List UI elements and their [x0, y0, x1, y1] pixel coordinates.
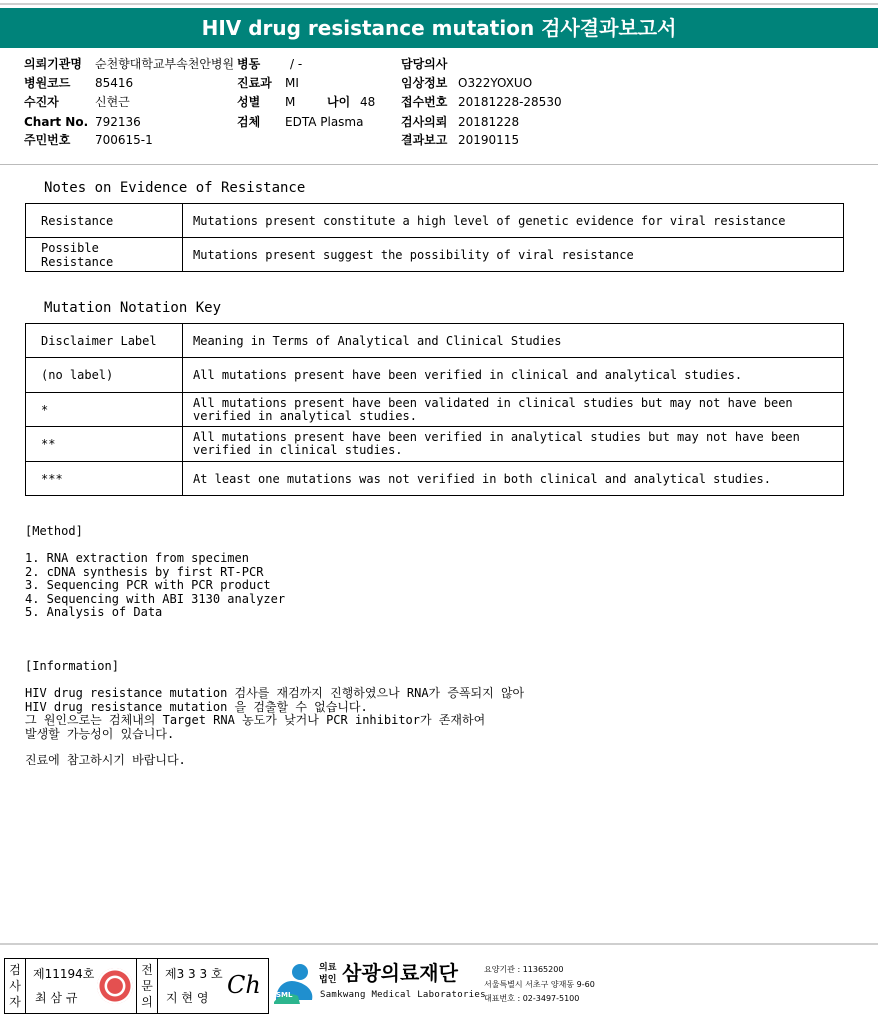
- hospital-code-label: 병원코드: [24, 76, 71, 90]
- method-step: 3. Sequencing PCR with PCR product: [25, 578, 271, 592]
- hospital-code-value: 85416: [95, 76, 134, 90]
- notes-text: Mutations present suggest the possibility of viral resistance: [183, 238, 844, 272]
- dept-label: 진료과: [237, 76, 272, 90]
- method-heading: [Method]: [25, 524, 83, 538]
- specimen-value: EDTA Plasma: [285, 115, 364, 129]
- ward-label: 병동: [237, 57, 261, 71]
- key-label: (no label): [26, 358, 183, 393]
- tester-name: 최 삼 규: [35, 991, 78, 1005]
- report-label: 결과보고: [401, 133, 448, 147]
- top-border: [0, 3, 878, 5]
- information-line: HIV drug resistance mutation 검사를 재검까지 진행하였으나 RNA가 증폭되지 않아: [25, 686, 525, 700]
- table-row: [26, 462, 844, 496]
- clinical-label: 임상정보: [401, 76, 448, 90]
- chart-label: Chart No.: [24, 115, 89, 129]
- institution-label: 의뢰기관명: [24, 57, 82, 71]
- key-label: Disclaimer Label: [26, 324, 183, 358]
- age-value: 48: [360, 95, 376, 109]
- notes-text: Mutations present constitute a high level of genetic evidence for viral resistance: [183, 204, 844, 238]
- key-label: **: [26, 427, 183, 462]
- notes-title: Notes on Evidence of Resistance: [44, 180, 306, 196]
- dept-value: MI: [285, 76, 299, 90]
- org-name-en: Samkwang Medical Laboratories: [320, 990, 486, 1000]
- specialist-license: 제3 3 3 호: [165, 967, 223, 981]
- request-value: 20181228: [458, 115, 520, 129]
- key-title: Mutation Notation Key: [44, 300, 222, 316]
- institution-value: 순천향대학교부속천안병원: [95, 57, 235, 71]
- org-prefix-1: 의료: [319, 963, 337, 973]
- receipt-label: 접수번호: [401, 95, 448, 109]
- key-table: [25, 323, 844, 496]
- method-step: 5. Analysis of Data: [25, 605, 163, 619]
- tester-label-text: 검사자: [9, 963, 21, 1009]
- tester-label: [5, 959, 26, 1013]
- footer-divider: [0, 943, 878, 945]
- information-closing: 진료에 참고하시기 바랍니다.: [25, 753, 186, 767]
- tester-seal-icon: [97, 968, 133, 1004]
- sml-logo-text: SML: [276, 991, 293, 999]
- table-row: [26, 393, 844, 427]
- information-line: 발생할 가능성이 있습니다.: [25, 726, 175, 741]
- key-label: ***: [26, 462, 183, 496]
- method-step: 4. Sequencing with ABI 3130 analyzer: [25, 591, 286, 606]
- specialist-name: 지 현 영: [166, 991, 209, 1005]
- resident-value: 700615-1: [95, 133, 153, 147]
- report-value: 20190115: [458, 133, 520, 147]
- specialist-label: [136, 959, 158, 1013]
- age-label: 나이: [327, 95, 351, 109]
- key-text: At least one mutations was not verified in both clinical and analytical studies.: [183, 462, 844, 496]
- resident-label: 주민번호: [24, 133, 71, 147]
- key-label: *: [26, 393, 183, 427]
- request-label: 검사의뢰: [401, 115, 448, 129]
- clinical-value: O322YOXUO: [458, 76, 533, 90]
- org-prefix-2: 법인: [319, 975, 337, 985]
- address-line: 서울특별시 서초구 양재동 9-60: [484, 980, 595, 989]
- method-step: 2. cDNA synthesis by first RT-PCR: [25, 564, 264, 579]
- key-text: All mutations present have been verified in clinical and analytical studies.: [183, 358, 844, 393]
- patient-value: 신현근: [95, 95, 130, 109]
- key-text: All mutations present have been verified in analytical studies but may not have been verified in clinical studies.: [183, 427, 844, 462]
- key-text: All mutations present have been validated in clinical studies but may not have been verified in analytical studies.: [183, 393, 844, 427]
- table-row: [26, 324, 844, 358]
- header-divider: [0, 164, 878, 165]
- org-name: 삼광의료재단: [342, 961, 458, 985]
- specialist-label-text: 전문의: [141, 963, 153, 1009]
- notes-table: [25, 203, 844, 272]
- method-step: 1. RNA extraction from specimen: [25, 551, 249, 565]
- table-row: [26, 427, 844, 462]
- sex-value: M: [285, 95, 296, 109]
- table-row: [26, 358, 844, 393]
- notes-label: Resistance: [26, 204, 183, 238]
- agency-line: 요양기관 : 11365200: [484, 965, 564, 974]
- signature-box: [4, 958, 269, 1014]
- doctor-label: 담당의사: [401, 57, 448, 71]
- table-row: [26, 204, 844, 238]
- sex-label: 성별: [237, 95, 261, 109]
- report-title: HIV drug resistance mutation 검사결과보고서: [0, 8, 878, 48]
- phone-line: 대표번호 : 02-3497-5100: [484, 994, 580, 1003]
- tester-license: 제11194호: [33, 967, 95, 981]
- receipt-value: 20181228-28530: [458, 95, 562, 109]
- key-text: Meaning in Terms of Analytical and Clinical Studies: [183, 324, 844, 358]
- chart-value: 792136: [95, 115, 141, 129]
- information-heading: [Information]: [25, 659, 119, 673]
- information-line: HIV drug resistance mutation 을 검출할 수 없습니다.: [25, 699, 368, 714]
- ward-value: / -: [290, 57, 303, 71]
- table-row: [26, 238, 844, 272]
- specimen-label: 검체: [237, 115, 261, 129]
- signature: Ch: [227, 971, 261, 999]
- notes-label: Possible Resistance: [26, 238, 183, 272]
- sml-logo-icon: [270, 960, 318, 1006]
- patient-label: 수진자: [24, 95, 59, 109]
- information-line: 그 원인으로는 검체내의 Target RNA 농도가 낮거나 PCR inhibitor가 존재하여: [25, 713, 486, 727]
